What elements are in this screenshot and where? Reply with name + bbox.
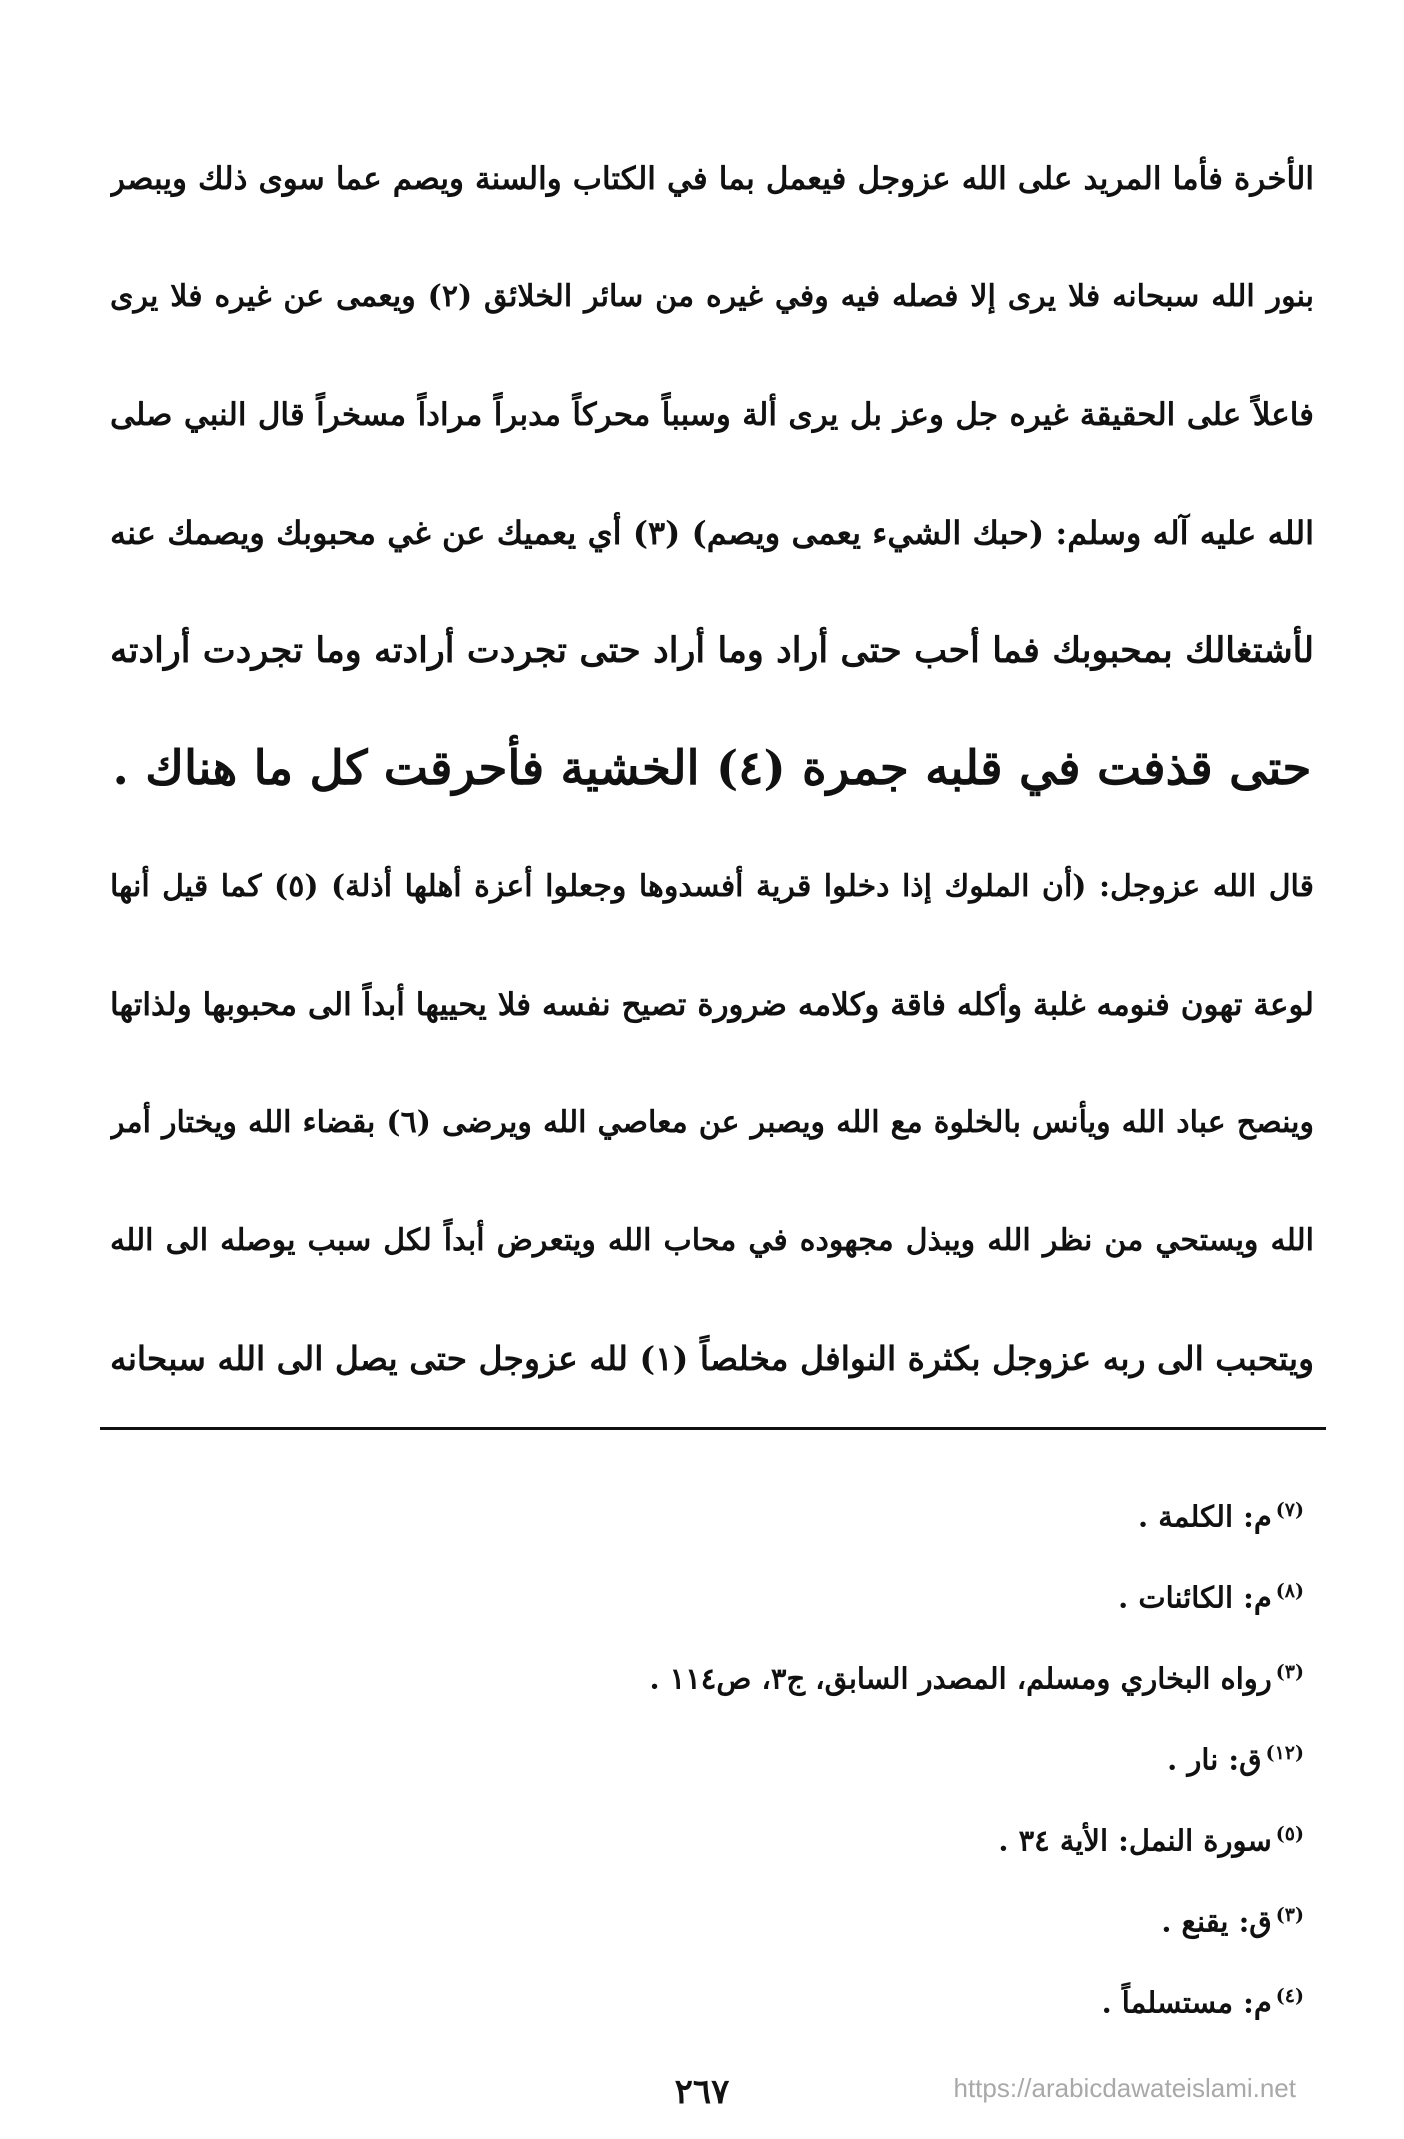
footnote-separator xyxy=(100,1427,1326,1430)
footnote-text: م: الكلمة . xyxy=(1138,1499,1272,1534)
footnote xyxy=(300,1956,1304,2037)
footnote-text: م: الكائنات . xyxy=(1118,1580,1272,1615)
text-line: بنور الله سبحانه فلا يرى إلا فصله فيه وفي غيره من سائر الخلائق (٢) ويعمى عن غيره فلا يرى xyxy=(110,279,1314,314)
main-text xyxy=(110,120,1314,1418)
text-line: ويتحبب الى ربه عزوجل بكثرة النوافل مخلصاً (١) لله عزوجل حتى يصل الى الله سبحانه xyxy=(110,1339,1314,1378)
footnote xyxy=(300,1551,1304,1632)
footnote-mark: (٥) xyxy=(1275,1823,1304,1845)
watermark-url: https://arabicdawateislami.net xyxy=(953,2073,1296,2103)
footnotes xyxy=(300,1470,1304,2037)
footnote-text: سورة النمل: الأية ٣٤ . xyxy=(998,1823,1272,1858)
footnote xyxy=(300,1713,1304,1794)
text-line: الله عليه آله وسلم: (حبك الشيء يعمى ويصم) (٣) أي يعميك عن غي محبوبك ويصمك عنه xyxy=(110,514,1314,552)
footnote-text: م: مستسلماً . xyxy=(1101,1985,1272,2020)
footnote-mark: (٤) xyxy=(1275,1985,1304,2007)
text-line: الأخرة فأما المريد على الله عزوجل فيعمل بما في الكتاب والسنة ويصم عما سوى ذلك ويبصر xyxy=(110,161,1314,197)
footnote xyxy=(300,1470,1304,1551)
text-line: فاعلاً على الحقيقة غيره جل وعز بل يرى ألة وسبباً محركاً مدبراً مراداً مسخراً قال النبي صلى xyxy=(110,397,1314,433)
footnote-mark: (١٢) xyxy=(1265,1742,1304,1764)
footnote-mark: (٣) xyxy=(1275,1661,1304,1683)
footnote-text: ق: نار . xyxy=(1167,1742,1262,1777)
footnote xyxy=(300,1875,1304,1956)
text-line: وينصح عباد الله ويأنس بالخلوة مع الله ويصبر عن معاصي الله ويرضى (٦) بقضاء الله ويختار أمر xyxy=(110,1105,1314,1140)
footnote-mark: (٧) xyxy=(1275,1499,1304,1521)
footnote-mark: (٣) xyxy=(1275,1904,1304,1926)
footnote-text: رواه البخاري ومسلم، المصدر السابق، ج٣، ص١١٤ . xyxy=(649,1661,1272,1696)
footnote xyxy=(300,1632,1304,1713)
footnote xyxy=(300,1794,1304,1875)
text-line: الله ويستحي من نظر الله ويبذل مجهوده في محاب الله ويتعرض أبداً لكل سبب يوصله الى الله xyxy=(110,1223,1314,1258)
text-line: قال الله عزوجل: (أن الملوك إذا دخلوا قرية أفسدوها وجعلوا أعزة أهلها أذلة) (٥) كما قيل أنها xyxy=(110,869,1314,904)
page-number: ٢٦٧ xyxy=(674,2072,730,2112)
text-line: لأشتغالك بمحبوبك فما أحب حتى أراد وما أراد حتى تجردت أرادته وما تجردت أرادته xyxy=(110,630,1314,671)
text-line-paragraph-end: حتى قذفت في قلبه جمرة (٤) الخشية فأحرقت كل ما هناك . xyxy=(112,741,1312,796)
footnote-text: ق: يقنع . xyxy=(1161,1904,1272,1939)
footnote-mark: (٨) xyxy=(1275,1580,1304,1602)
text-line: لوعة تهون فنومه غلبة وأكله فاقة وكلامه ضرورة تصيح نفسه فلا يحييها أبداً الى محبوبها ولذاتها xyxy=(110,987,1314,1023)
